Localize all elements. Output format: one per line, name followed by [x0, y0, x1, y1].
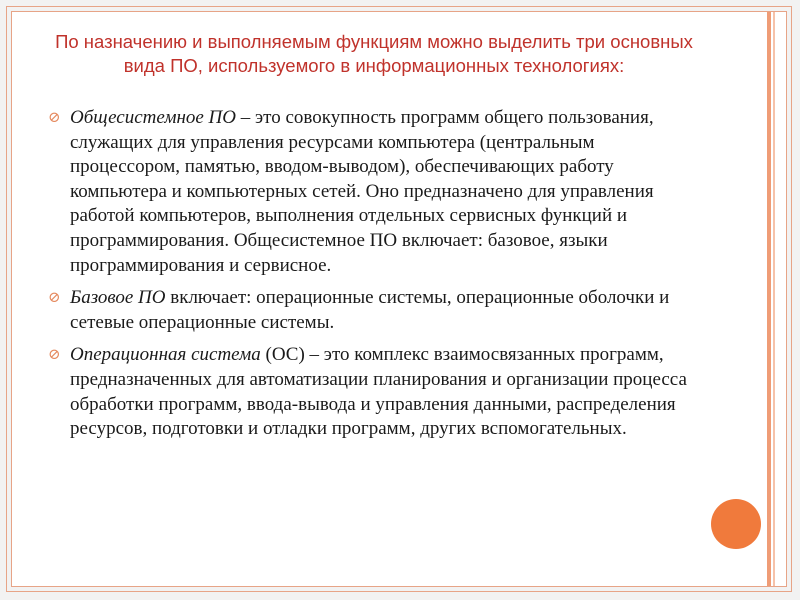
slide-title: По назначению и выполняемым функциям можно выделить три основных вида ПО, используемого в информационных технологиях:: [55, 31, 693, 76]
bullet-icon: ⊘: [48, 347, 61, 364]
accent-circle: [711, 499, 761, 549]
term-label: Базовое ПО: [70, 287, 166, 309]
item-text: (ОС) – это комплекс взаимосвязанных программ, предназначенных для автоматизации планирования и организации процесса обработки программ, ввода-вывода и управления данными, распределения ресурсов, подготовки и отладки программ, других вспомогательных.: [70, 344, 687, 440]
term-label: Общесистемное ПО: [70, 107, 236, 128]
decorative-stripe-thin: [773, 12, 775, 586]
bullet-icon: ⊘: [48, 290, 61, 307]
bullet-item-operating-system: [48, 343, 698, 441]
item-text: – это совокупность программ общего пользования, служащих для управления ресурсами компьютера (центральным процессором, памятью, вводом-выводом), обеспечивающих работу компьютера и компьютерных сетей. Оно предназначено для управления работой компьютеров, выполнения отдельных сервисных функций и программирования. Общесистемное ПО включает: базовое, языки программирования и сервисное.: [70, 107, 654, 276]
term-label: Операционная система: [70, 344, 261, 366]
bullet-item-system-software: [48, 106, 698, 278]
bullet-icon: ⊘: [48, 110, 61, 126]
item-text: включает: операционные системы, операционные оболочки и сетевые операционные системы.: [70, 287, 670, 333]
bullet-item-base-software: [48, 286, 698, 335]
decorative-stripe: [767, 12, 771, 586]
slide-body: [48, 106, 698, 450]
